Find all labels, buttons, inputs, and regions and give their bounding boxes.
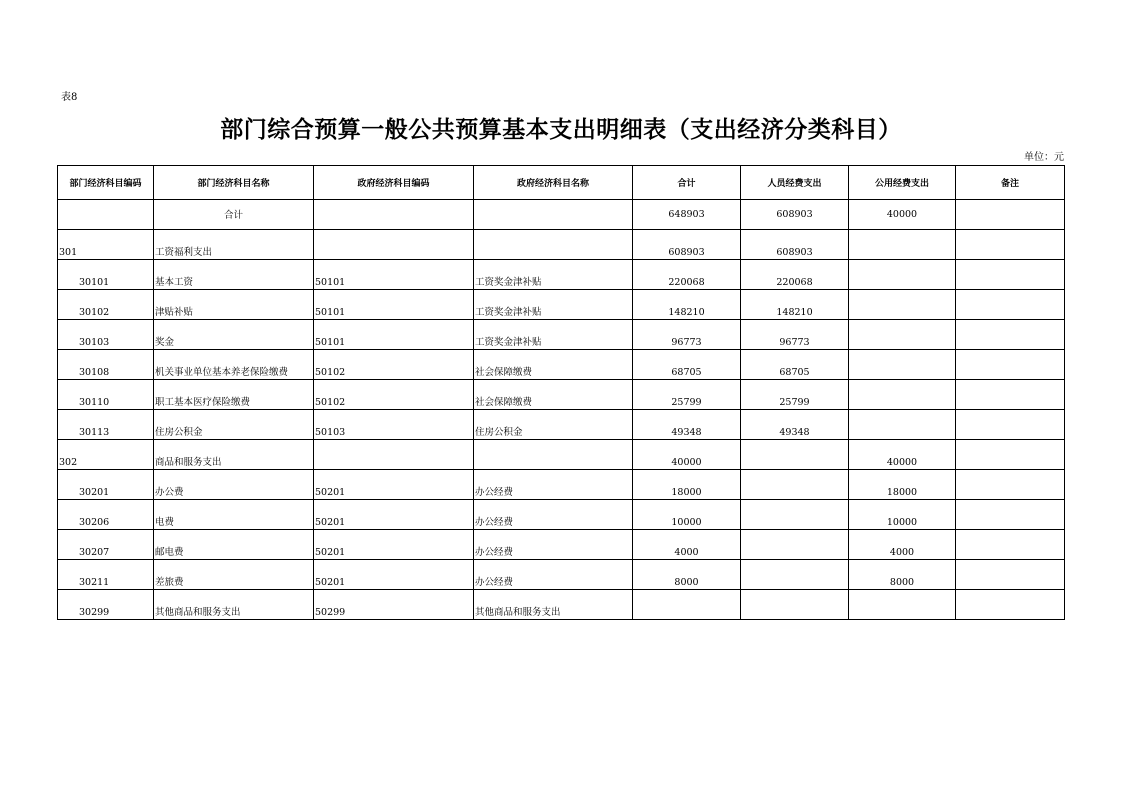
cell-note bbox=[956, 560, 1065, 590]
cell-gov-name: 住房公积金 bbox=[474, 410, 633, 440]
cell-personnel: 220068 bbox=[741, 260, 849, 290]
cell-dept-code: 30201 bbox=[58, 470, 154, 500]
cell-personnel bbox=[741, 500, 849, 530]
total-note bbox=[956, 200, 1065, 230]
budget-table bbox=[57, 165, 1065, 620]
total-public: 40000 bbox=[849, 200, 956, 230]
cell-gov-name: 社会保障缴费 bbox=[474, 380, 633, 410]
cell-personnel: 148210 bbox=[741, 290, 849, 320]
cell-gov-code: 50101 bbox=[314, 260, 474, 290]
header-dept-code: 部门经济科目编码 bbox=[58, 166, 154, 200]
header-public: 公用经费支出 bbox=[849, 166, 956, 200]
cell-gov-name: 办公经费 bbox=[474, 470, 633, 500]
cell-public bbox=[849, 410, 956, 440]
total-amount: 648903 bbox=[633, 200, 741, 230]
cell-public bbox=[849, 590, 956, 620]
cell-dept-code: 30113 bbox=[58, 410, 154, 440]
cell-gov-code bbox=[314, 440, 474, 470]
cell-personnel: 608903 bbox=[741, 230, 849, 260]
cell-dept-code: 302 bbox=[58, 440, 154, 470]
cell-dept-code: 30102 bbox=[58, 290, 154, 320]
cell-dept-name: 邮电费 bbox=[154, 530, 314, 560]
cell-note bbox=[956, 440, 1065, 470]
cell-gov-name: 办公经费 bbox=[474, 530, 633, 560]
cell-gov-name: 工资奖金津补贴 bbox=[474, 260, 633, 290]
cell-total: 96773 bbox=[633, 320, 741, 350]
table-row bbox=[58, 350, 1065, 380]
cell-total: 8000 bbox=[633, 560, 741, 590]
cell-dept-code: 30211 bbox=[58, 560, 154, 590]
cell-gov-name: 办公经费 bbox=[474, 500, 633, 530]
cell-gov-code: 50102 bbox=[314, 350, 474, 380]
cell-dept-name: 商品和服务支出 bbox=[154, 440, 314, 470]
cell-gov-code: 50103 bbox=[314, 410, 474, 440]
header-gov-code: 政府经济科目编码 bbox=[314, 166, 474, 200]
table-row bbox=[58, 380, 1065, 410]
cell-dept-name: 办公费 bbox=[154, 470, 314, 500]
cell-gov-code: 50201 bbox=[314, 530, 474, 560]
table-row bbox=[58, 440, 1065, 470]
cell-gov-name: 其他商品和服务支出 bbox=[474, 590, 633, 620]
cell-note bbox=[956, 230, 1065, 260]
cell-total: 4000 bbox=[633, 530, 741, 560]
cell-note bbox=[956, 290, 1065, 320]
cell-public bbox=[849, 380, 956, 410]
cell-dept-code: 30101 bbox=[58, 260, 154, 290]
header-row bbox=[58, 166, 1065, 200]
cell-gov-code: 50102 bbox=[314, 380, 474, 410]
cell-dept-name: 职工基本医疗保险缴费 bbox=[154, 380, 314, 410]
cell-gov-code: 50101 bbox=[314, 290, 474, 320]
total-gov-name bbox=[474, 200, 633, 230]
cell-personnel bbox=[741, 560, 849, 590]
table-number: 表8 bbox=[61, 92, 78, 103]
header-total: 合计 bbox=[633, 166, 741, 200]
cell-public bbox=[849, 320, 956, 350]
cell-gov-code bbox=[314, 230, 474, 260]
cell-public bbox=[849, 290, 956, 320]
cell-gov-name: 社会保障缴费 bbox=[474, 350, 633, 380]
cell-personnel: 68705 bbox=[741, 350, 849, 380]
table-row bbox=[58, 260, 1065, 290]
table-row bbox=[58, 470, 1065, 500]
table-row bbox=[58, 560, 1065, 590]
cell-note bbox=[956, 410, 1065, 440]
cell-public: 18000 bbox=[849, 470, 956, 500]
cell-gov-code: 50299 bbox=[314, 590, 474, 620]
table-row bbox=[58, 230, 1065, 260]
cell-total: 10000 bbox=[633, 500, 741, 530]
cell-note bbox=[956, 320, 1065, 350]
cell-dept-code: 30206 bbox=[58, 500, 154, 530]
cell-gov-code: 50201 bbox=[314, 560, 474, 590]
table-row bbox=[58, 530, 1065, 560]
cell-gov-name: 办公经费 bbox=[474, 560, 633, 590]
cell-personnel bbox=[741, 590, 849, 620]
cell-personnel bbox=[741, 470, 849, 500]
cell-public bbox=[849, 260, 956, 290]
cell-dept-code: 30207 bbox=[58, 530, 154, 560]
cell-dept-code: 30299 bbox=[58, 590, 154, 620]
cell-public: 40000 bbox=[849, 440, 956, 470]
total-gov-code bbox=[314, 200, 474, 230]
cell-gov-name bbox=[474, 230, 633, 260]
cell-total: 49348 bbox=[633, 410, 741, 440]
cell-personnel: 25799 bbox=[741, 380, 849, 410]
page-title: 部门综合预算一般公共预算基本支出明细表（支出经济分类科目） bbox=[220, 117, 902, 143]
cell-dept-name: 机关事业单位基本养老保险缴费 bbox=[154, 350, 314, 380]
cell-note bbox=[956, 500, 1065, 530]
cell-total: 25799 bbox=[633, 380, 741, 410]
cell-public bbox=[849, 350, 956, 380]
cell-note bbox=[956, 380, 1065, 410]
cell-note bbox=[956, 530, 1065, 560]
total-personnel: 608903 bbox=[741, 200, 849, 230]
cell-dept-name: 工资福利支出 bbox=[154, 230, 314, 260]
cell-note bbox=[956, 470, 1065, 500]
cell-gov-name: 工资奖金津补贴 bbox=[474, 290, 633, 320]
cell-dept-name: 基本工资 bbox=[154, 260, 314, 290]
cell-note bbox=[956, 590, 1065, 620]
cell-personnel bbox=[741, 440, 849, 470]
cell-personnel bbox=[741, 530, 849, 560]
total-row bbox=[58, 200, 1065, 230]
cell-note bbox=[956, 350, 1065, 380]
cell-total: 68705 bbox=[633, 350, 741, 380]
cell-total: 220068 bbox=[633, 260, 741, 290]
cell-total bbox=[633, 590, 741, 620]
cell-gov-name bbox=[474, 440, 633, 470]
header-personnel: 人员经费支出 bbox=[741, 166, 849, 200]
cell-personnel: 49348 bbox=[741, 410, 849, 440]
cell-dept-code: 30110 bbox=[58, 380, 154, 410]
header-note: 备注 bbox=[956, 166, 1065, 200]
cell-dept-name: 电费 bbox=[154, 500, 314, 530]
cell-dept-name: 住房公积金 bbox=[154, 410, 314, 440]
cell-public: 4000 bbox=[849, 530, 956, 560]
cell-total: 148210 bbox=[633, 290, 741, 320]
table-row bbox=[58, 410, 1065, 440]
cell-gov-name: 工资奖金津补贴 bbox=[474, 320, 633, 350]
cell-total: 608903 bbox=[633, 230, 741, 260]
table-row bbox=[58, 500, 1065, 530]
cell-gov-code: 50201 bbox=[314, 470, 474, 500]
table-row bbox=[58, 320, 1065, 350]
cell-total: 40000 bbox=[633, 440, 741, 470]
cell-dept-name: 其他商品和服务支出 bbox=[154, 590, 314, 620]
cell-public: 10000 bbox=[849, 500, 956, 530]
table-row bbox=[58, 290, 1065, 320]
cell-public bbox=[849, 230, 956, 260]
cell-dept-code: 30108 bbox=[58, 350, 154, 380]
unit-label: 单位：元 bbox=[1024, 152, 1064, 163]
cell-dept-name: 津贴补贴 bbox=[154, 290, 314, 320]
cell-total: 18000 bbox=[633, 470, 741, 500]
cell-note bbox=[956, 260, 1065, 290]
cell-gov-code: 50101 bbox=[314, 320, 474, 350]
cell-dept-code: 30103 bbox=[58, 320, 154, 350]
cell-dept-name: 奖金 bbox=[154, 320, 314, 350]
cell-personnel: 96773 bbox=[741, 320, 849, 350]
cell-gov-code: 50201 bbox=[314, 500, 474, 530]
header-dept-name: 部门经济科目名称 bbox=[154, 166, 314, 200]
total-dept-code bbox=[58, 200, 154, 230]
table-row bbox=[58, 590, 1065, 620]
header-gov-name: 政府经济科目名称 bbox=[474, 166, 633, 200]
total-label: 合计 bbox=[154, 200, 314, 230]
cell-dept-code: 301 bbox=[58, 230, 154, 260]
cell-dept-name: 差旅费 bbox=[154, 560, 314, 590]
cell-public: 8000 bbox=[849, 560, 956, 590]
